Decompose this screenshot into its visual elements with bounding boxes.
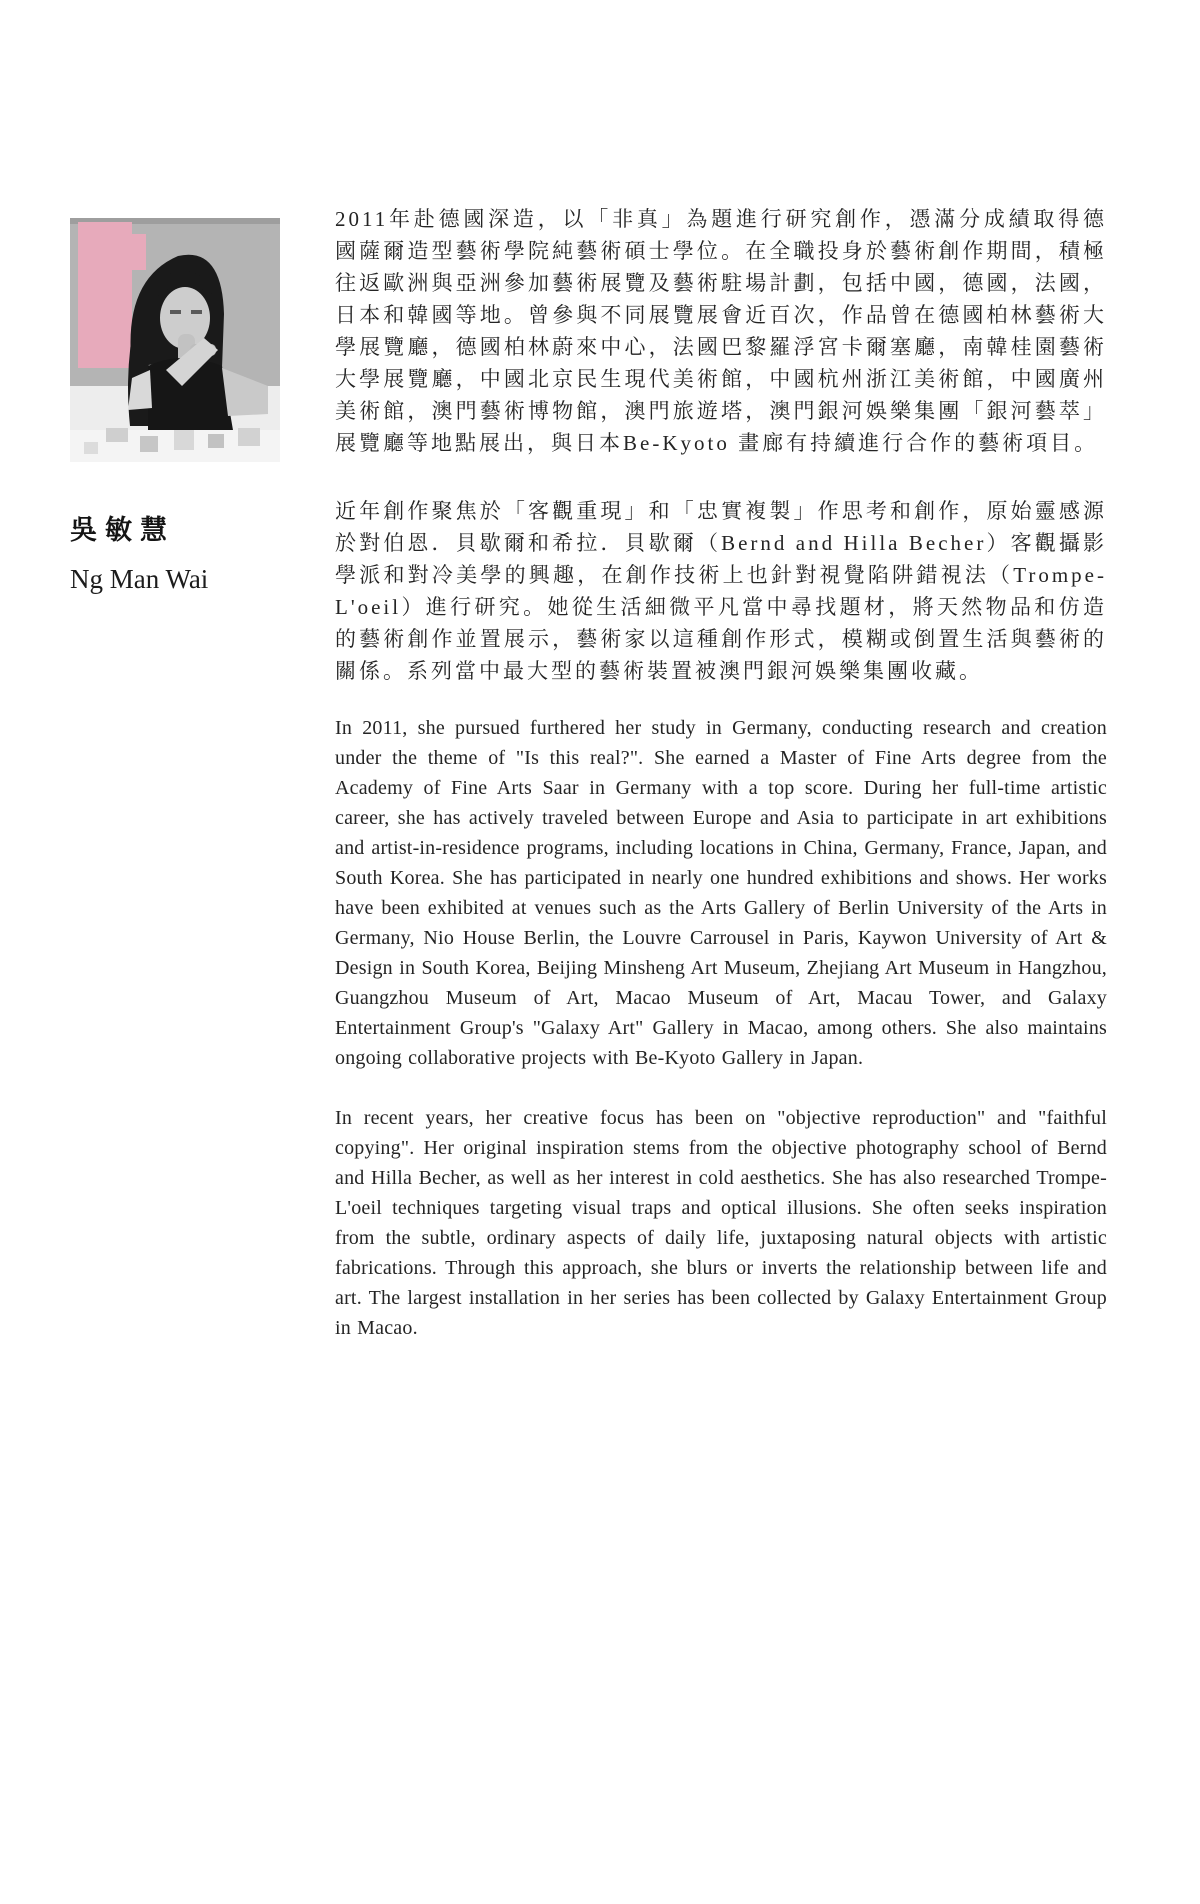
portrait-illustration <box>70 218 280 462</box>
artist-name-english: Ng Man Wai <box>70 564 209 594</box>
bio-paragraph-english-1: In 2011, she pursued furthered her study in Germany, conducting research and creation under the theme of "Is this real?". She earned a Master of Fine Arts degree from the Academy of Fine Arts Saar in Germany with a top score. During her full-time artistic career, she has actively traveled between Europe and Asia to participate in art exhibitions and artist-in-residence programs, including locations in China, Germany, France, Japan, and South Korea. She has participated in nearly one hundred exhibitions and shows. Her works have been exhibited at venues such as the Arts Gallery of Berlin University of the Arts in Germany, Nio House Berlin, the Louvre Carrousel in Paris, Kaywon University of Art & Design in South Korea, Beijing Minsheng Art Museum, Zhejiang Art Museum in Hangzhou, Guangzhou Museum of Art, Macao Museum of Art, Macau Tower, and Galaxy Entertainment Group's "Galaxy Art" Gallery in Macao, among others. She also maintains ongoing collaborative projects with Be-Kyoto Gallery in Japan. <box>335 717 1107 1069</box>
bio-paragraph-chinese-1: 2011年赴德國深造，以「非真」為題進行研究創作，憑滿分成績取得德國薩爾造型藝術學院純藝術碩士學位。在全職投身於藝術創作期間，積極往返歐洲與亞洲參加藝術展覽及藝術駐場計劃，包括中國，德國，法國，日本和韓國等地。曾參與不同展覽展會近百次，作品曾在德國柏林藝術大學展覽廳，德國柏林蔚來中心，法國巴黎羅浮宮卡爾塞廳，南韓桂園藝術大學展覽廳，中國北京民生現代美術館，中國杭州浙江美術館，中國廣州美術館，澳門藝術博物館，澳門旅遊塔，澳門銀河娛樂集團「銀河藝萃」展覽廳等地點展出，與日本Be-Kyoto 畫廊有持續進行合作的藝術項目。 <box>335 207 1107 455</box>
bio-paragraph-chinese-2: 近年創作聚焦於「客觀重現」和「忠實複製」作思考和創作，原始靈感源於對伯恩．貝歇爾和希拉．貝歇爾（Bernd and Hilla Becher）客觀攝影學派和對冷美學的興趣，在創作技術上也針對視覺陷阱錯視法（Trompe-L'oeil）進行研究。她從生活細微平凡當中尋找題材，將天然物品和仿造的藝術創作並置展示，藝術家以這種創作形式，模糊或倒置生活與藝術的關係。系列當中最大型的藝術裝置被澳門銀河娛樂集團收藏。 <box>335 499 1107 683</box>
bio-paragraph-english-2: In recent years, her creative focus has been on "objective reproduction" and "faithful copying". Her original inspiration stems from the objective photography school of Bernd and Hilla Becher, as well as her interest in cold aesthetics. She has also researched Trompe-L'oeil techniques targeting visual traps and optical illusions. She often seeks inspiration from the subtle, ordinary aspects of daily life, juxtaposing natural objects with artistic fabrications. Through this approach, she blurs or inverts the relationship between life and art. The largest installation in her series has been collected by Galaxy Entertainment Group in Macao. <box>335 1107 1107 1339</box>
biography-text-column <box>335 203 1107 1343</box>
artist-portrait-photo <box>70 218 280 462</box>
artist-name-chinese: 吳敏慧 <box>70 515 175 545</box>
